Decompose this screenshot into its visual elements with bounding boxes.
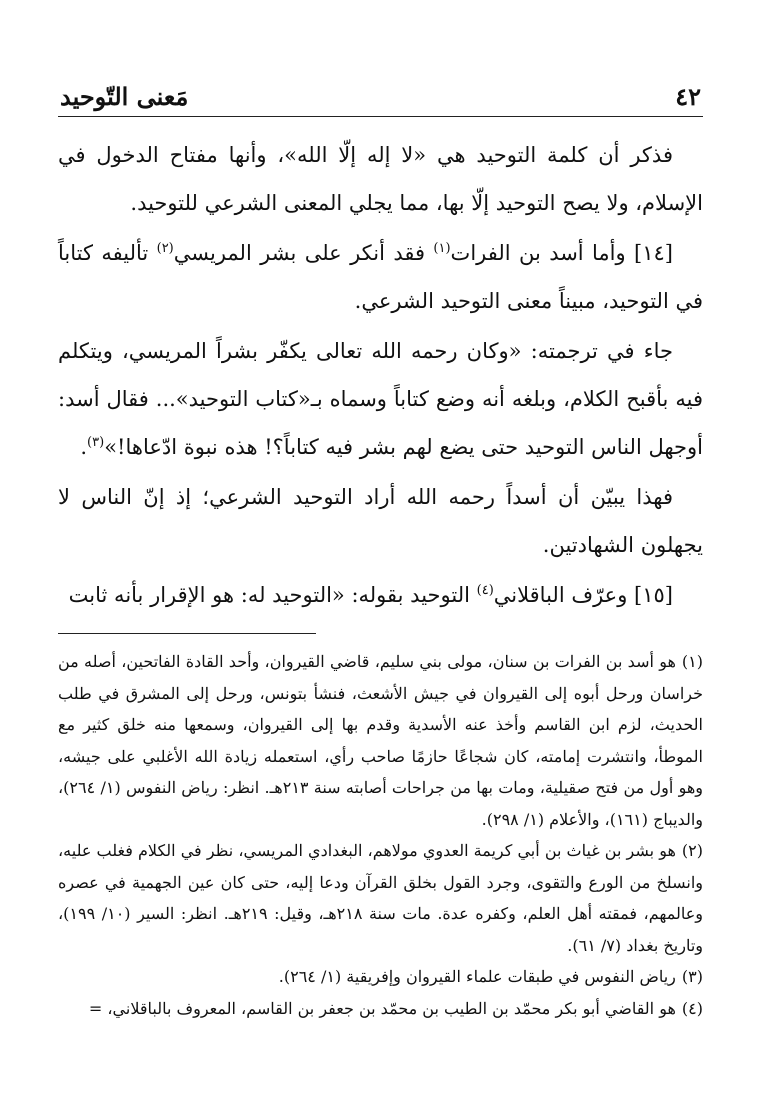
paragraph-3 [58,327,703,471]
page-header [58,80,703,117]
footnote-separator [58,633,316,634]
paragraph-3-part-1: جاء في ترجمته: «وكان رحمه الله تعالى يكفّر بشراً المريسي، ويتكلم فيه بأقبح الكلام، وبلغه أنه وضع كتاباً وسماه بـ«كتاب التوحيد»... فقال أسد: أوجهل الناس التوحيد حتى يضع لهم بشر فيه كتاباً؟! هذه نبوة ادّعاها!» [58,339,703,459]
paragraph-1: فذكر أن كلمة التوحيد هي «لا إله إلّا الله»، وأنها مفتاح الدخول في الإسلام، ولا يصح التوحيد إلّا بها، مما يجلي المعنى الشرعي للتوحيد. [58,143,703,215]
footnote-1-number: (١) [681,652,703,671]
paragraph-2-part-1: [١٤] وأما أسد بن الفرات [450,241,673,265]
footnote-ref-1: (١) [433,241,451,256]
paragraph-5-part-2: التوحيد بقوله: «التوحيد له: هو الإقرار بأنه ثابت [68,583,477,607]
paragraph-5-part-1: [١٥] وعرّف الباقلاني [493,583,673,607]
footnote-ref-4: (٤) [476,583,494,598]
running-title: مَعنى التّوحيد [60,82,189,111]
footnote-2-number: (٢) [681,841,703,860]
paragraph-2 [58,229,703,325]
paragraph-5 [58,571,703,619]
footnote-3-text: رياض النفوس في طبقات علماء القيروان وإفريقية (١/ ٢٦٤). [278,967,676,986]
footnote-2-text: هو بشر بن غياث بن أبي كريمة العدوي مولاهم، البغدادي المريسي، نظر في الكلام فغلب عليه، وانسلخ من الورع والتقوى، وجرد القول بخلق القرآن ودعا إليه، حتى كان عين الجهمية في عصره وعالمهم، فمقته أهل العلم، وكفره عدة. مات سنة ٢١٨هـ، وقيل: ٢١٩هـ. انظر: السير (١٠/ ١٩٩)، وتاريخ بغداد (٧/ ٦١). [58,841,704,955]
footnote-1-text: هو أسد بن الفرات بن سنان، مولى بني سليم، قاضي القيروان، وأحد القادة الفاتحين، أصله من خراسان ورحل أبوه إلى القيروان في جيش الأشعث، فنشأ بتونس، ورحل إلى المشرق في طلب الحديث، لزم ابن القاسم وأخذ عنه الأسدية وقدم بها إلى القيروان، وسمعها منه خلق كثير مع الموطأ، وانتشرت إمامته، كان شجاعًا حازمًا صاحب رأي، استعمله زيادة الله الأغلبي على جيشه، وهو أول من فتح صقيلية، ومات بها من جراحات أصابته سنة ٢١٣هـ. انظر: رياض النفوس (١/ ٢٦٤)، والديباج (١٦١)، والأعلام (١/ ٢٩٨). [58,652,703,829]
footnote-1 [58,646,703,835]
footnotes [58,646,703,1024]
book-page [58,80,703,1024]
page-number: ٤٢ [675,82,701,111]
footnote-separator-wrap [58,633,703,634]
main-text [58,131,703,619]
paragraph-3-part-2: . [80,435,88,459]
footnote-ref-2: (٢) [156,241,174,256]
paragraph-2-part-2: فقد أنكر على بشر المريسي [173,241,434,265]
footnote-3-number: (٣) [681,967,703,986]
paragraph-2-part-3: تأليفه كتاباً في التوحيد، مبيناً معنى التوحيد الشرعي. [58,241,703,313]
footnote-4 [58,993,703,1025]
footnote-4-number: (٤) [681,998,703,1018]
paragraph-4: فهذا يبيّن أن أسداً رحمه الله أراد التوحيد الشرعي؛ إذ إنّ الناس لا يجهلون الشهادتين. [58,485,703,557]
footnote-4-text: هو القاضي أبو بكر محمّد بن الطيب بن محمّد بن جعفر بن القاسم، المعروف بالباقلاني، = [88,998,676,1018]
footnote-2 [58,835,703,961]
footnote-3 [58,961,703,993]
footnote-ref-3: (٣) [87,435,105,450]
